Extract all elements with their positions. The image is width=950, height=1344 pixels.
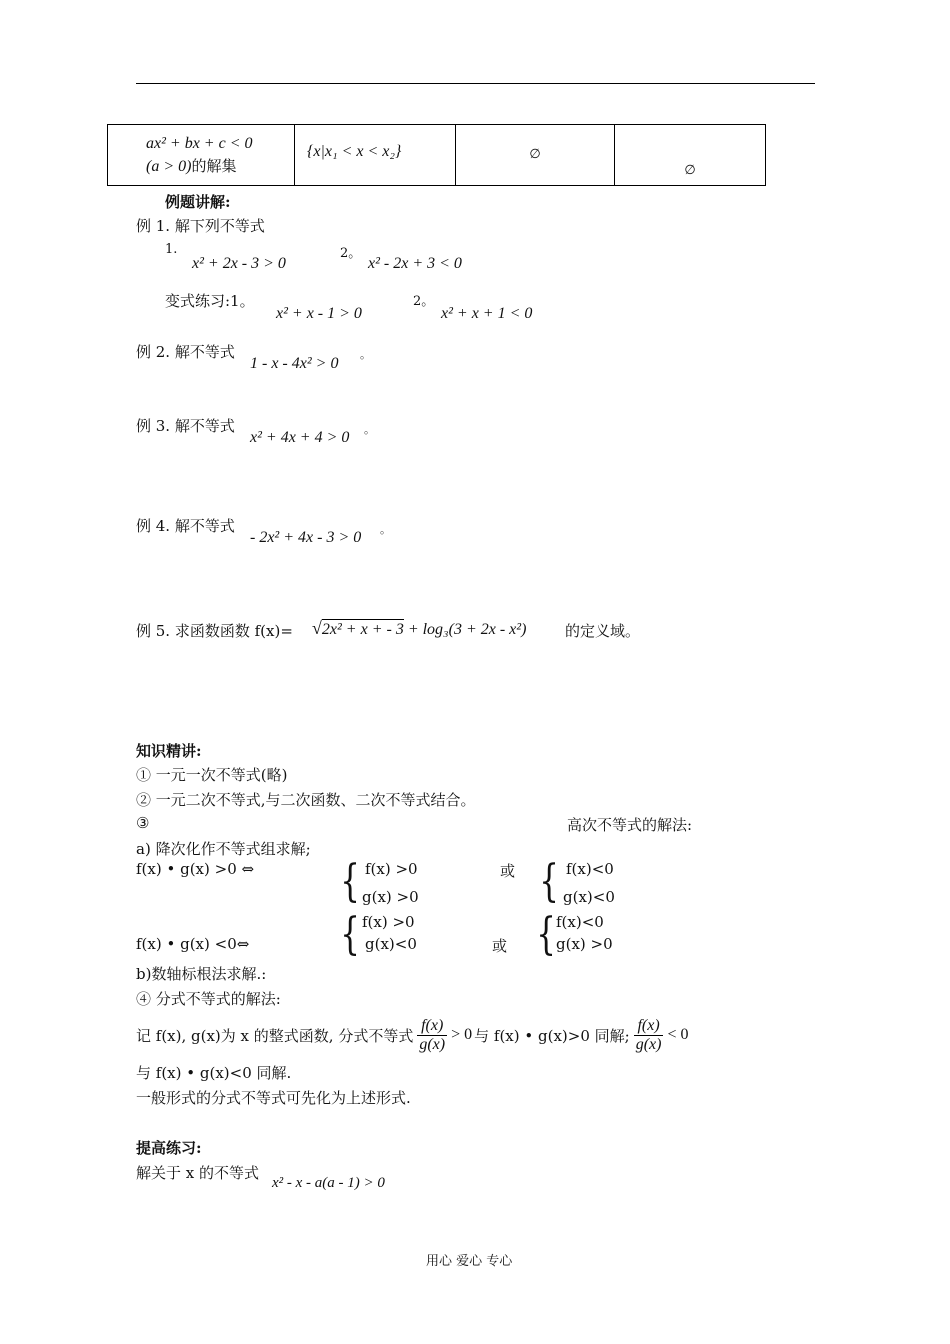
example-1-label: 例 1. 解下列不等式 bbox=[136, 217, 265, 235]
example-1-formula-2: x² - 2x + 3 < 0 bbox=[368, 255, 462, 272]
page-footer: 用心 爱心 专心 bbox=[426, 1254, 513, 1269]
knowledge-item-a: a) 降次化作不等式组求解; bbox=[136, 840, 311, 858]
example-5-tail: 的定义域。 bbox=[565, 622, 641, 640]
knowledge-item-3-number: ③ bbox=[136, 814, 150, 832]
system-2b-bottom: g(x) >0 bbox=[556, 935, 613, 953]
brace-icon: { bbox=[536, 909, 556, 960]
table-solution-set-label: 的解集 bbox=[191, 156, 237, 175]
system-2a-bottom: g(x)<0 bbox=[365, 935, 417, 953]
example-2-label: 例 2. 解不等式 bbox=[136, 343, 235, 361]
variation-formula-1: x² + x - 1 > 0 bbox=[276, 305, 362, 322]
empty-set-symbol: ∅ bbox=[529, 146, 541, 161]
system-1a-bottom: g(x) >0 bbox=[362, 888, 419, 906]
example-5-radicand: 2x² + x + - 3 bbox=[321, 621, 404, 638]
table-inequality: ax² + bx + c < 0 bbox=[146, 134, 253, 152]
fraction-lt-zero: < 0 bbox=[667, 1026, 689, 1043]
fraction-f-over-g bbox=[417, 1017, 447, 1054]
brace-icon: { bbox=[340, 909, 360, 960]
fraction-f-over-g-2 bbox=[634, 1017, 664, 1054]
examples-heading: 例题讲解: bbox=[165, 193, 231, 211]
example-5-log: + log₃(3 + 2x - x²) bbox=[407, 621, 527, 638]
knowledge-item-4: ④ 分式不等式的解法: bbox=[136, 990, 281, 1008]
variation-label: 变式练习:1。 bbox=[165, 292, 255, 310]
variation-formula-2: x² + x + 1 < 0 bbox=[441, 305, 533, 322]
system-2b-top: f(x)<0 bbox=[556, 913, 604, 931]
table-set: {x|x₁ < x < x₂} bbox=[307, 143, 402, 160]
table-cell-inequality bbox=[108, 125, 295, 186]
table-condition: (a > 0) bbox=[146, 157, 192, 175]
table-cell-empty-1 bbox=[456, 125, 615, 186]
example-1-formula-1: x² + 2x - 3 > 0 bbox=[192, 255, 286, 272]
knowledge-item-2: ② 一元二次不等式,与二次函数、二次不等式结合。 bbox=[136, 791, 476, 809]
fraction-numerator: f(x) bbox=[634, 1017, 664, 1036]
example-5-label: 例 5. 求函数函数 f(x)= bbox=[136, 622, 293, 640]
example-1-number-1: 1. bbox=[165, 242, 178, 257]
fraction-rule-text-b: 与 f(x) • g(x)>0 同解; bbox=[474, 1026, 630, 1045]
example-2-formula: 1 - x - 4x² > 0 bbox=[250, 355, 339, 372]
fraction-rule-text-d: 一般形式的分式不等式可先化为上述形式. bbox=[136, 1089, 411, 1107]
fraction-denominator: g(x) bbox=[635, 1035, 662, 1053]
knowledge-item-b: b)数轴标根法求解.: bbox=[136, 965, 267, 983]
example-2-dot: 。 bbox=[360, 348, 371, 361]
system-2-or: 或 bbox=[492, 937, 508, 955]
solution-table bbox=[107, 124, 766, 186]
system-1a-top: f(x) >0 bbox=[365, 860, 418, 878]
example-5-formula: √2x² + x + - 3 + log₃(3 + 2x - x²) bbox=[312, 618, 527, 638]
fraction-numerator: f(x) bbox=[417, 1017, 447, 1036]
example-3-label: 例 3. 解不等式 bbox=[136, 417, 235, 435]
variation-number-2: 2。 bbox=[413, 294, 435, 309]
fraction-rule-text-c: 与 f(x) • g(x)<0 同解. bbox=[136, 1064, 292, 1082]
example-1-number-2: 2。 bbox=[340, 246, 362, 261]
system-2a-top: f(x) >0 bbox=[362, 913, 415, 931]
table-cell-empty-2 bbox=[615, 125, 766, 186]
example-4-label: 例 4. 解不等式 bbox=[136, 517, 235, 535]
fraction-rule-text-a: 记 f(x), g(x)为 x 的整式函数, 分式不等式 bbox=[136, 1026, 414, 1045]
practice-formula: x² - x - a(a - 1) > 0 bbox=[272, 1175, 385, 1191]
example-4-dot: 。 bbox=[380, 523, 391, 536]
system-1b-bottom: g(x)<0 bbox=[563, 888, 615, 906]
example-4-formula: - 2x² + 4x - 3 > 0 bbox=[250, 529, 362, 546]
brace-icon: { bbox=[539, 856, 559, 907]
empty-set-symbol: ∅ bbox=[684, 162, 696, 177]
brace-icon: { bbox=[340, 856, 360, 907]
practice-heading: 提高练习: bbox=[136, 1139, 202, 1157]
fraction-gt-zero: > 0 bbox=[451, 1026, 473, 1043]
fraction-denominator: g(x) bbox=[419, 1035, 446, 1053]
knowledge-item-3-text: 高次不等式的解法: bbox=[567, 816, 693, 834]
header-rule bbox=[136, 83, 815, 84]
knowledge-heading: 知识精讲: bbox=[136, 742, 202, 760]
system-1b-top: f(x)<0 bbox=[566, 860, 614, 878]
example-3-formula: x² + 4x + 4 > 0 bbox=[250, 429, 350, 446]
fraction-rule-line bbox=[136, 1012, 689, 1058]
example-3-dot: 。 bbox=[364, 423, 375, 436]
system-2-left: f(x) • g(x) <0⇔ bbox=[136, 935, 250, 953]
system-1-left: f(x) • g(x) >0 ⇔ bbox=[136, 860, 255, 878]
system-1-or: 或 bbox=[500, 862, 516, 880]
practice-text: 解关于 x 的不等式 bbox=[136, 1164, 259, 1182]
table-cell-set bbox=[295, 125, 456, 186]
knowledge-item-1: ① 一元一次不等式(略) bbox=[136, 766, 288, 784]
